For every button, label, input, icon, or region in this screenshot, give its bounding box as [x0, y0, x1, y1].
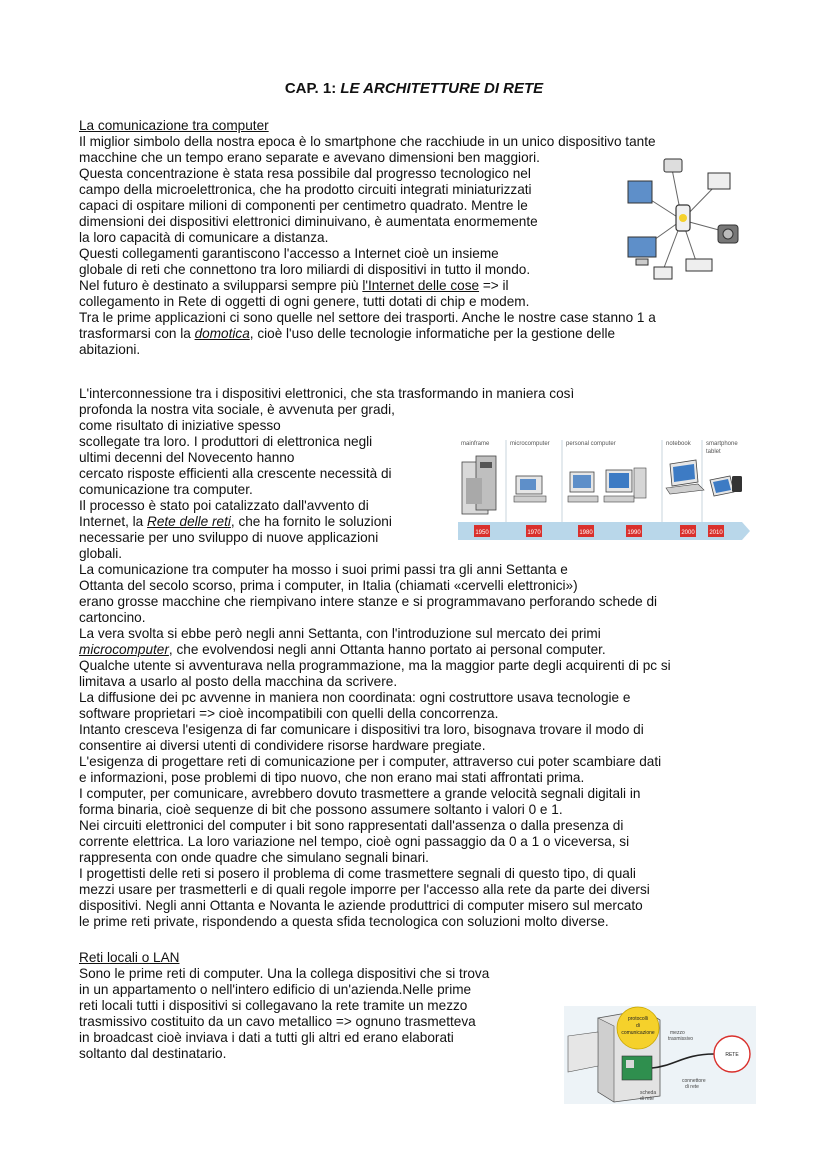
- paragraph-line: comunicazione tra computer.: [79, 482, 253, 497]
- protocol-label-2: di: [636, 1023, 640, 1029]
- paragraph-line: globali.: [79, 546, 123, 561]
- paragraph-line: La vera svolta si ebbe però negli anni Settanta, con l'introduzione sul mercato dei primi: [79, 626, 601, 641]
- printer-icon: [708, 173, 730, 189]
- microcomputer-term: microcomputer: [79, 642, 169, 657]
- paragraph-line: La diffusione dei pc avvenne in maniera non coordinata: ogni costruttore usava tecnologie e: [79, 690, 631, 705]
- paragraph-line: consentire ai diversi utenti di condividere risorse hardware pregiate.: [79, 738, 486, 753]
- paragraph-line: Il processo è stato poi catalizzato dall'avvento di: [79, 498, 369, 513]
- paragraph-line: rappresenta con onde quadre che simulano segnali binari.: [79, 850, 429, 865]
- protocol-label-1: protocolli: [627, 1016, 649, 1022]
- paragraph-line: soltanto dal destinatario.: [79, 1046, 227, 1061]
- paragraph-line: necessarie per uno sviluppo di nuove applicazioni: [79, 530, 379, 545]
- paragraph-line: reti locali tutti i dispositivi si collegavano la rete tramite un mezzo: [79, 998, 468, 1013]
- paragraph-line: Internet, la Rete delle reti, che ha fornito le soluzioni: [79, 514, 392, 529]
- year-1950: 1950: [475, 530, 489, 536]
- paragraph-line: Questa concentrazione è stata resa possibile dal progresso tecnologico nel: [79, 166, 531, 181]
- paragraph-line: forma binaria, cioè sequenze di bit che possono assumere soltanto i valori 0 e 1.: [79, 802, 563, 817]
- personal-computer-icon-1: [568, 472, 598, 502]
- paragraph-line: come risultato di iniziative spesso: [79, 418, 281, 433]
- paragraph-line: profonda la nostra vita sociale, è avvenuta per gradi,: [79, 402, 395, 417]
- paragraph-line: Il miglior simbolo della nostra epoca è lo smartphone che racchiude in un unico dispositivo tante: [79, 134, 656, 149]
- paragraph-line: dispositivi. Negli anni Ottanta e Novanta le aziende produttrici di computer misero sul mercato: [79, 898, 643, 913]
- paragraph-line: Sono le prime reti di computer. Una la collega dispositivi che si trova: [79, 966, 490, 981]
- medium-label-1: mezzo: [670, 1030, 685, 1036]
- paragraph-line: abitazioni.: [79, 342, 141, 357]
- timeline-label-personal-computer: personal computer: [566, 441, 616, 447]
- phone-icon: [664, 159, 682, 172]
- paragraph-line: Intanto cresceva l'esigenza di far comunicare i dispositivi tra loro, bisognava trovare il modo di: [79, 722, 644, 737]
- section-heading-communication: La comunicazione tra computer: [79, 118, 269, 133]
- smartphone-small-icon: [732, 476, 742, 492]
- paragraph-line: scollegate tra loro. I produttori di elettronica negli: [79, 434, 373, 449]
- paragraph-line: e informazioni, pose problemi di tipo nuovo, che non erano mai stati affrontati prima.: [79, 770, 585, 785]
- paragraph-line: L'interconnessione tra i dispositivi elettronici, che sta trasformando in maniera così: [79, 386, 575, 401]
- paragraph-line: in broadcast cioè inviava i dati a tutti gli altri ed erano elaborati: [79, 1030, 454, 1045]
- tv-icon: [628, 181, 652, 203]
- paragraph-line: La comunicazione tra computer ha mosso i suoi primi passi tra gli anni Settanta e: [79, 562, 568, 577]
- domotica-term: domotica: [194, 326, 250, 341]
- medium-label-2: trasmissivo: [668, 1036, 694, 1042]
- paragraph-line: globale di reti che connettono tra loro miliardi di dispositivi in tutto il mondo.: [79, 262, 531, 277]
- card-label-1: scheda: [640, 1090, 657, 1096]
- laptop-icon: [686, 259, 712, 271]
- paragraph-line: I progettisti delle reti si posero il problema di come trasmettere segnali di questo tipo, di quali: [79, 866, 636, 881]
- paragraph-line: capaci di ospitare milioni di componenti per centimetro quadrato. Mentre le: [79, 198, 528, 213]
- personal-computer-icon-2: [604, 468, 646, 502]
- paragraph-line: dimensioni dei dispositivi elettronici diminuivano, è aumentata enormemente: [79, 214, 538, 229]
- paragraph-line: mezzi usare per trasmetterli e di quali regole imporre per l'accesso alla rete da parte dei diversi: [79, 882, 650, 897]
- connected-devices-illustration: [620, 155, 745, 285]
- paragraph-line: collegamento in Rete di oggetti di ogni genere, tutti dotati di chip e modem.: [79, 294, 530, 309]
- paragraph-line: Questi collegamenti garantiscono l'accesso a Internet cioè un insieme: [79, 246, 499, 261]
- lan-network-card-illustration: [564, 1006, 756, 1104]
- paragraph-line: Qualche utente si avventurava nella programmazione, ma la maggior parte degli acquirenti di pc si: [79, 658, 671, 673]
- page-title: CAP. 1: LE ARCHITETTURE DI RETE: [284, 80, 544, 97]
- paragraph-line: le prime reti private, rispondendo a questa sfida tecnologica con soluzioni molto diverse.: [79, 914, 609, 929]
- paragraph-line: Nei circuiti elettronici del computer i bit sono rappresentati dall'assenza o dalla presenza di: [79, 818, 624, 833]
- paragraph-line: in un appartamento o nell'intero edificio di un'azienda.Nelle prime: [79, 982, 472, 997]
- section-heading-lan: Reti locali o LAN: [79, 950, 180, 965]
- timeline-label-microcomputer: microcomputer: [510, 441, 550, 447]
- paragraph-line: Nel futuro è destinato a svilupparsi sempre più l'Internet delle cose => il: [79, 278, 509, 293]
- rete-delle-reti-term: Rete delle reti: [147, 514, 231, 529]
- tablet-icon: [654, 267, 672, 279]
- paragraph-line: microcomputer, che evolvendosi negli anni Ottanta hanno portato ai personal computer.: [79, 642, 606, 657]
- paragraph-line: la loro capacità di comunicare a distanza.: [79, 230, 329, 245]
- year-1980: 1980: [579, 530, 593, 536]
- paragraph-line: Tra le prime applicazioni ci sono quelle nel settore dei trasporti. Anche le nostre case stanno 1 a: [79, 310, 656, 325]
- paragraph-line: Ottanta del secolo scorso, prima i computer, in Italia (chiamati «cervelli elettronici»): [79, 578, 578, 593]
- computer-icon: [628, 237, 656, 257]
- microcomputer-icon: [514, 476, 546, 502]
- paragraph-line: cercato risposte efficienti alla crescente necessità di: [79, 466, 392, 481]
- paragraph-line: I computer, per comunicare, avrebbero dovuto trasmettere a grande velocità segnali digitali in: [79, 786, 641, 801]
- paragraph-line: software proprietari => cioè incompatibili con quelli della concorrenza.: [79, 706, 499, 721]
- network-label: RETE: [725, 1052, 739, 1058]
- monitor-side-icon: [568, 1032, 598, 1072]
- computer-evolution-timeline: [458, 434, 750, 546]
- year-1990: 1990: [627, 530, 641, 536]
- paragraph-line: cartoncino.: [79, 610, 146, 625]
- timeline-label-tablet: tablet: [706, 449, 721, 455]
- year-2000: 2000: [681, 530, 695, 536]
- paragraph-line: macchine che un tempo erano separate e avevano dimensioni ben maggiori.: [79, 150, 540, 165]
- paragraph-line: trasmissivo costituito da un cavo metallico => ognuno trasmetteva: [79, 1014, 476, 1029]
- card-label-2: di rete: [640, 1096, 654, 1102]
- paragraph-line: ultimi decenni del Novecento hanno: [79, 450, 295, 465]
- mainframe-icon: [462, 456, 496, 514]
- internet-of-things-term: l'Internet delle cose: [362, 278, 480, 293]
- timeline-arrow: [458, 522, 750, 540]
- connector-label-1: connettore: [682, 1078, 706, 1084]
- paragraph-line: L'esigenza di progettare reti di comunicazione per i computer, attraverso cui poter scambiare dati: [79, 754, 662, 769]
- year-1970: 1970: [527, 530, 541, 536]
- paragraph-line: corrente elettrica. La loro variazione nel tempo, cioè ogni passaggio da 0 a 1 o viceversa, si: [79, 834, 630, 849]
- timeline-label-notebook: notebook: [666, 441, 691, 447]
- year-2010: 2010: [709, 530, 723, 536]
- timeline-label-mainframe: mainframe: [461, 441, 490, 447]
- paragraph-line: limitava a usarlo al posto della macchina da scrivere.: [79, 674, 398, 689]
- paragraph-line: campo della microelettronica, che ha prodotto circuiti integrati miniaturizzati: [79, 182, 532, 197]
- paragraph-line: erano grosse macchine che riempivano intere stanze e si programmavano perforando schede di: [79, 594, 658, 609]
- paragraph-line: trasformarsi con la domotica, cioè l'uso delle tecnologie informatiche per la gestione delle: [79, 326, 616, 341]
- connector-label-2: di rete: [685, 1084, 699, 1090]
- timeline-label-smartphone: smartphone: [706, 441, 738, 447]
- protocol-label-3: comunicazione: [621, 1030, 655, 1036]
